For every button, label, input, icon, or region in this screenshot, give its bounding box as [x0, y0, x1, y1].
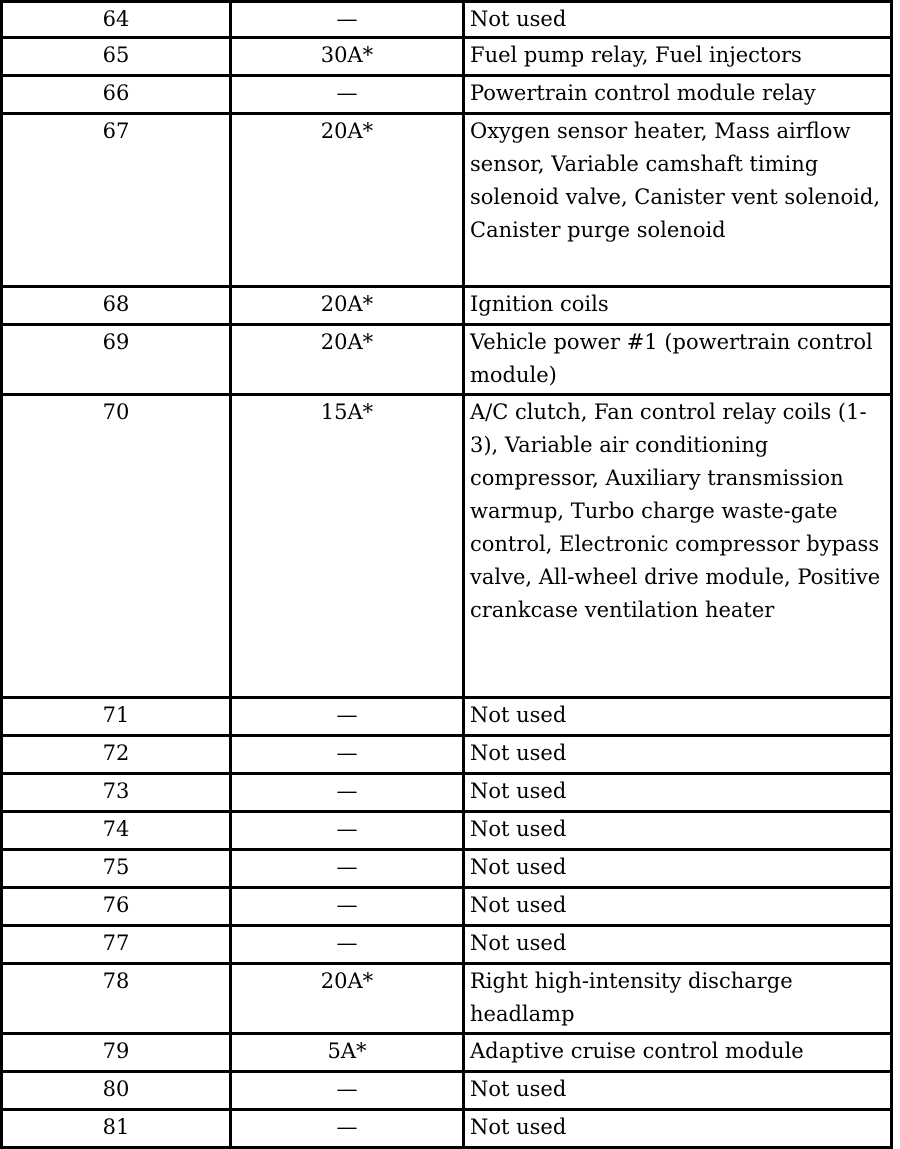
- fuse-number: 77: [2, 926, 231, 964]
- fuse-rating: —: [231, 698, 464, 736]
- fuse-number: 65: [2, 38, 231, 76]
- fuse-rating: —: [231, 736, 464, 774]
- fuse-number: 73: [2, 774, 231, 812]
- fuse-description: Not used: [464, 926, 892, 964]
- fuse-rating: —: [231, 1110, 464, 1148]
- fuse-rating: 20A*: [231, 114, 464, 287]
- table-row: [2, 38, 892, 76]
- fuse-description: Not used: [464, 736, 892, 774]
- fuse-number: 78: [2, 964, 231, 1034]
- fuse-description: Not used: [464, 2, 892, 38]
- fuse-number: 70: [2, 395, 231, 698]
- fuse-number: 81: [2, 1110, 231, 1148]
- table-row: [2, 736, 892, 774]
- fuse-number: 75: [2, 850, 231, 888]
- table-row: [2, 888, 892, 926]
- table-row: [2, 964, 892, 1034]
- table-row: [2, 850, 892, 888]
- table-row: [2, 2, 892, 38]
- fuse-number: 76: [2, 888, 231, 926]
- fuse-description: Not used: [464, 888, 892, 926]
- fuse-description: A/C clutch, Fan control relay coils (1-3), Variable air conditioning compressor, Auxiliary transmission warmup, Turbo charge waste-gate control, Electronic compressor bypass valve, All-wheel drive module, Positive crankcase ventilation heater: [464, 395, 892, 698]
- fuse-rating: 30A*: [231, 38, 464, 76]
- fuse-rating: 15A*: [231, 395, 464, 698]
- fuse-rating: —: [231, 774, 464, 812]
- fuse-number: 80: [2, 1072, 231, 1110]
- fuse-description: Vehicle power #1 (powertrain control module): [464, 325, 892, 395]
- table-row: [2, 1110, 892, 1148]
- fuse-number: 72: [2, 736, 231, 774]
- fuse-rating: —: [231, 1072, 464, 1110]
- fuse-number: 71: [2, 698, 231, 736]
- table-row: [2, 325, 892, 395]
- fuse-number: 64: [2, 2, 231, 38]
- fuse-description: Not used: [464, 1110, 892, 1148]
- table-row: [2, 287, 892, 325]
- fuse-rating: —: [231, 850, 464, 888]
- fuse-description: Not used: [464, 698, 892, 736]
- fuse-description: Ignition coils: [464, 287, 892, 325]
- fuse-description: Right high-intensity discharge headlamp: [464, 964, 892, 1034]
- fuse-description: Fuel pump relay, Fuel injectors: [464, 38, 892, 76]
- table-row: [2, 698, 892, 736]
- table-row: [2, 774, 892, 812]
- fuse-number: 74: [2, 812, 231, 850]
- table-row: [2, 926, 892, 964]
- fuse-description: Not used: [464, 812, 892, 850]
- fuse-rating: —: [231, 76, 464, 114]
- table-row: [2, 76, 892, 114]
- fuse-description: Not used: [464, 850, 892, 888]
- fuse-rating: 20A*: [231, 325, 464, 395]
- fuse-rating: —: [231, 812, 464, 850]
- fuse-description: Not used: [464, 774, 892, 812]
- fuse-number: 66: [2, 76, 231, 114]
- fuse-description: Adaptive cruise control module: [464, 1034, 892, 1072]
- fuse-rating: —: [231, 888, 464, 926]
- fuse-rating: 20A*: [231, 964, 464, 1034]
- table-row: [2, 1072, 892, 1110]
- fuse-rating: —: [231, 2, 464, 38]
- fuse-number: 68: [2, 287, 231, 325]
- table-row: [2, 114, 892, 287]
- fuse-number: 67: [2, 114, 231, 287]
- fuse-number: 79: [2, 1034, 231, 1072]
- table-row: [2, 1034, 892, 1072]
- fuse-rating: 20A*: [231, 287, 464, 325]
- fuse-number: 69: [2, 325, 231, 395]
- fuse-description: Oxygen sensor heater, Mass airflow sensor, Variable camshaft timing solenoid valve, Canister vent solenoid, Canister purge solenoid: [464, 114, 892, 287]
- fuse-rating: —: [231, 926, 464, 964]
- table-row: [2, 395, 892, 698]
- table-row: [2, 812, 892, 850]
- fuse-description: Powertrain control module relay: [464, 76, 892, 114]
- fuse-rating: 5A*: [231, 1034, 464, 1072]
- fuse-description: Not used: [464, 1072, 892, 1110]
